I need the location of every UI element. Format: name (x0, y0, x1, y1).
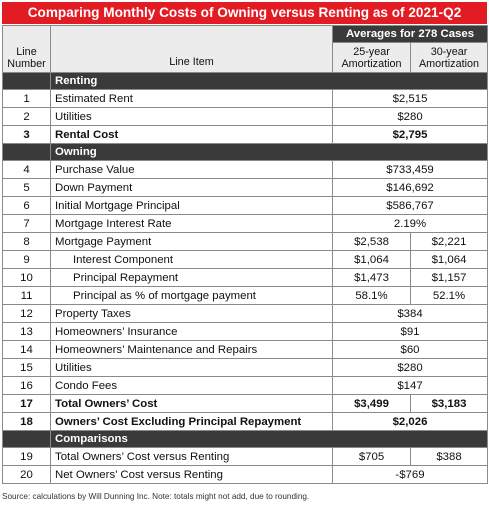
line-item: Principal as % of mortgage payment (51, 287, 333, 305)
line-item-header-cell (51, 26, 333, 73)
value-both: $147 (333, 377, 488, 395)
value-both: $146,692 (333, 179, 488, 197)
table-row (3, 395, 488, 413)
value-30-year: $1,157 (411, 269, 488, 287)
table-title: Comparing Monthly Costs of Owning versus Renting as of 2021-Q2 (2, 2, 487, 24)
line-item: Purchase Value (51, 161, 333, 179)
table-row (3, 341, 488, 359)
line-number: 15 (3, 359, 51, 377)
table-row (3, 126, 488, 144)
value-25-year: $2,538 (333, 233, 411, 251)
value-both: $2,026 (333, 413, 488, 431)
line-item: Down Payment (51, 179, 333, 197)
value-30-year: $2,221 (411, 233, 488, 251)
value-both: -$769 (333, 466, 488, 484)
line-item: Utilities (51, 108, 333, 126)
amortization-30-header: 30-year Amortization (411, 43, 488, 73)
line-item: Net Owners’ Cost versus Renting (51, 466, 333, 484)
line-number: 7 (3, 215, 51, 233)
line-number: 1 (3, 90, 51, 108)
table-row (3, 269, 488, 287)
value-25-year: $1,473 (333, 269, 411, 287)
line-item: Property Taxes (51, 305, 333, 323)
line-item: Mortgage Interest Rate (51, 215, 333, 233)
section-label: Owning (51, 144, 488, 161)
line-item-header: Line Item (169, 56, 214, 68)
line-item: Homeowners’ Maintenance and Repairs (51, 341, 333, 359)
value-both: $733,459 (333, 161, 488, 179)
value-both: $280 (333, 359, 488, 377)
table-row (3, 108, 488, 126)
value-both: $91 (333, 323, 488, 341)
line-number: 14 (3, 341, 51, 359)
line-item: Estimated Rent (51, 90, 333, 108)
line-number: 13 (3, 323, 51, 341)
table-row (3, 413, 488, 431)
table-row (3, 377, 488, 395)
section-label: Renting (51, 73, 488, 90)
table-row (3, 215, 488, 233)
section-label: Comparisons (51, 431, 488, 448)
line-item: Interest Component (51, 251, 333, 269)
line-number: 11 (3, 287, 51, 305)
cost-comparison-table (2, 25, 488, 484)
value-both: $2,795 (333, 126, 488, 144)
line-number-header-cell (3, 26, 51, 73)
line-number: 10 (3, 269, 51, 287)
line-number: 3 (3, 126, 51, 144)
table-row (3, 287, 488, 305)
value-both: $280 (333, 108, 488, 126)
value-both: $586,767 (333, 197, 488, 215)
line-number: 12 (3, 305, 51, 323)
section-spacer (3, 431, 51, 448)
header-row-top (3, 26, 488, 43)
value-30-year: $3,183 (411, 395, 488, 413)
table-row (3, 90, 488, 108)
line-number: 20 (3, 466, 51, 484)
amortization-25-header: 25-year Amortization (333, 43, 411, 73)
line-number: 5 (3, 179, 51, 197)
line-number: 18 (3, 413, 51, 431)
section-spacer (3, 73, 51, 90)
line-item: Total Owners’ Cost (51, 395, 333, 413)
table-row (3, 233, 488, 251)
value-25-year: $3,499 (333, 395, 411, 413)
line-item: Homeowners’ Insurance (51, 323, 333, 341)
line-item: Mortgage Payment (51, 233, 333, 251)
line-item: Owners’ Cost Excluding Principal Repayment (51, 413, 333, 431)
line-number: 2 (3, 108, 51, 126)
value-30-year: $388 (411, 448, 488, 466)
line-number: 4 (3, 161, 51, 179)
line-item: Rental Cost (51, 126, 333, 144)
line-number: 6 (3, 197, 51, 215)
section-comparisons (3, 431, 488, 448)
table-row (3, 323, 488, 341)
value-30-year: 52.1% (411, 287, 488, 305)
source-note: Source: calculations by Will Dunning Inc. Note: totals might not add, due to rounding. (2, 492, 310, 501)
value-25-year: $705 (333, 448, 411, 466)
value-both: $2,515 (333, 90, 488, 108)
value-30-year: $1,064 (411, 251, 488, 269)
value-both: $384 (333, 305, 488, 323)
table-row (3, 448, 488, 466)
line-number: 17 (3, 395, 51, 413)
section-spacer (3, 144, 51, 161)
table-row (3, 466, 488, 484)
section-renting (3, 73, 488, 90)
table-row (3, 359, 488, 377)
averages-header: Averages for 278 Cases (333, 26, 488, 43)
table-row (3, 305, 488, 323)
table-row (3, 179, 488, 197)
value-25-year: $1,064 (333, 251, 411, 269)
section-owning (3, 144, 488, 161)
value-25-year: 58.1% (333, 287, 411, 305)
table-row (3, 251, 488, 269)
value-both: 2.19% (333, 215, 488, 233)
line-item: Total Owners’ Cost versus Renting (51, 448, 333, 466)
line-number: 19 (3, 448, 51, 466)
value-both: $60 (333, 341, 488, 359)
line-number: 9 (3, 251, 51, 269)
line-item: Initial Mortgage Principal (51, 197, 333, 215)
line-number: 16 (3, 377, 51, 395)
line-number: 8 (3, 233, 51, 251)
table-row (3, 197, 488, 215)
line-item: Condo Fees (51, 377, 333, 395)
line-number-header: Line Number (7, 46, 46, 70)
line-item: Utilities (51, 359, 333, 377)
line-item: Principal Repayment (51, 269, 333, 287)
table-row (3, 161, 488, 179)
